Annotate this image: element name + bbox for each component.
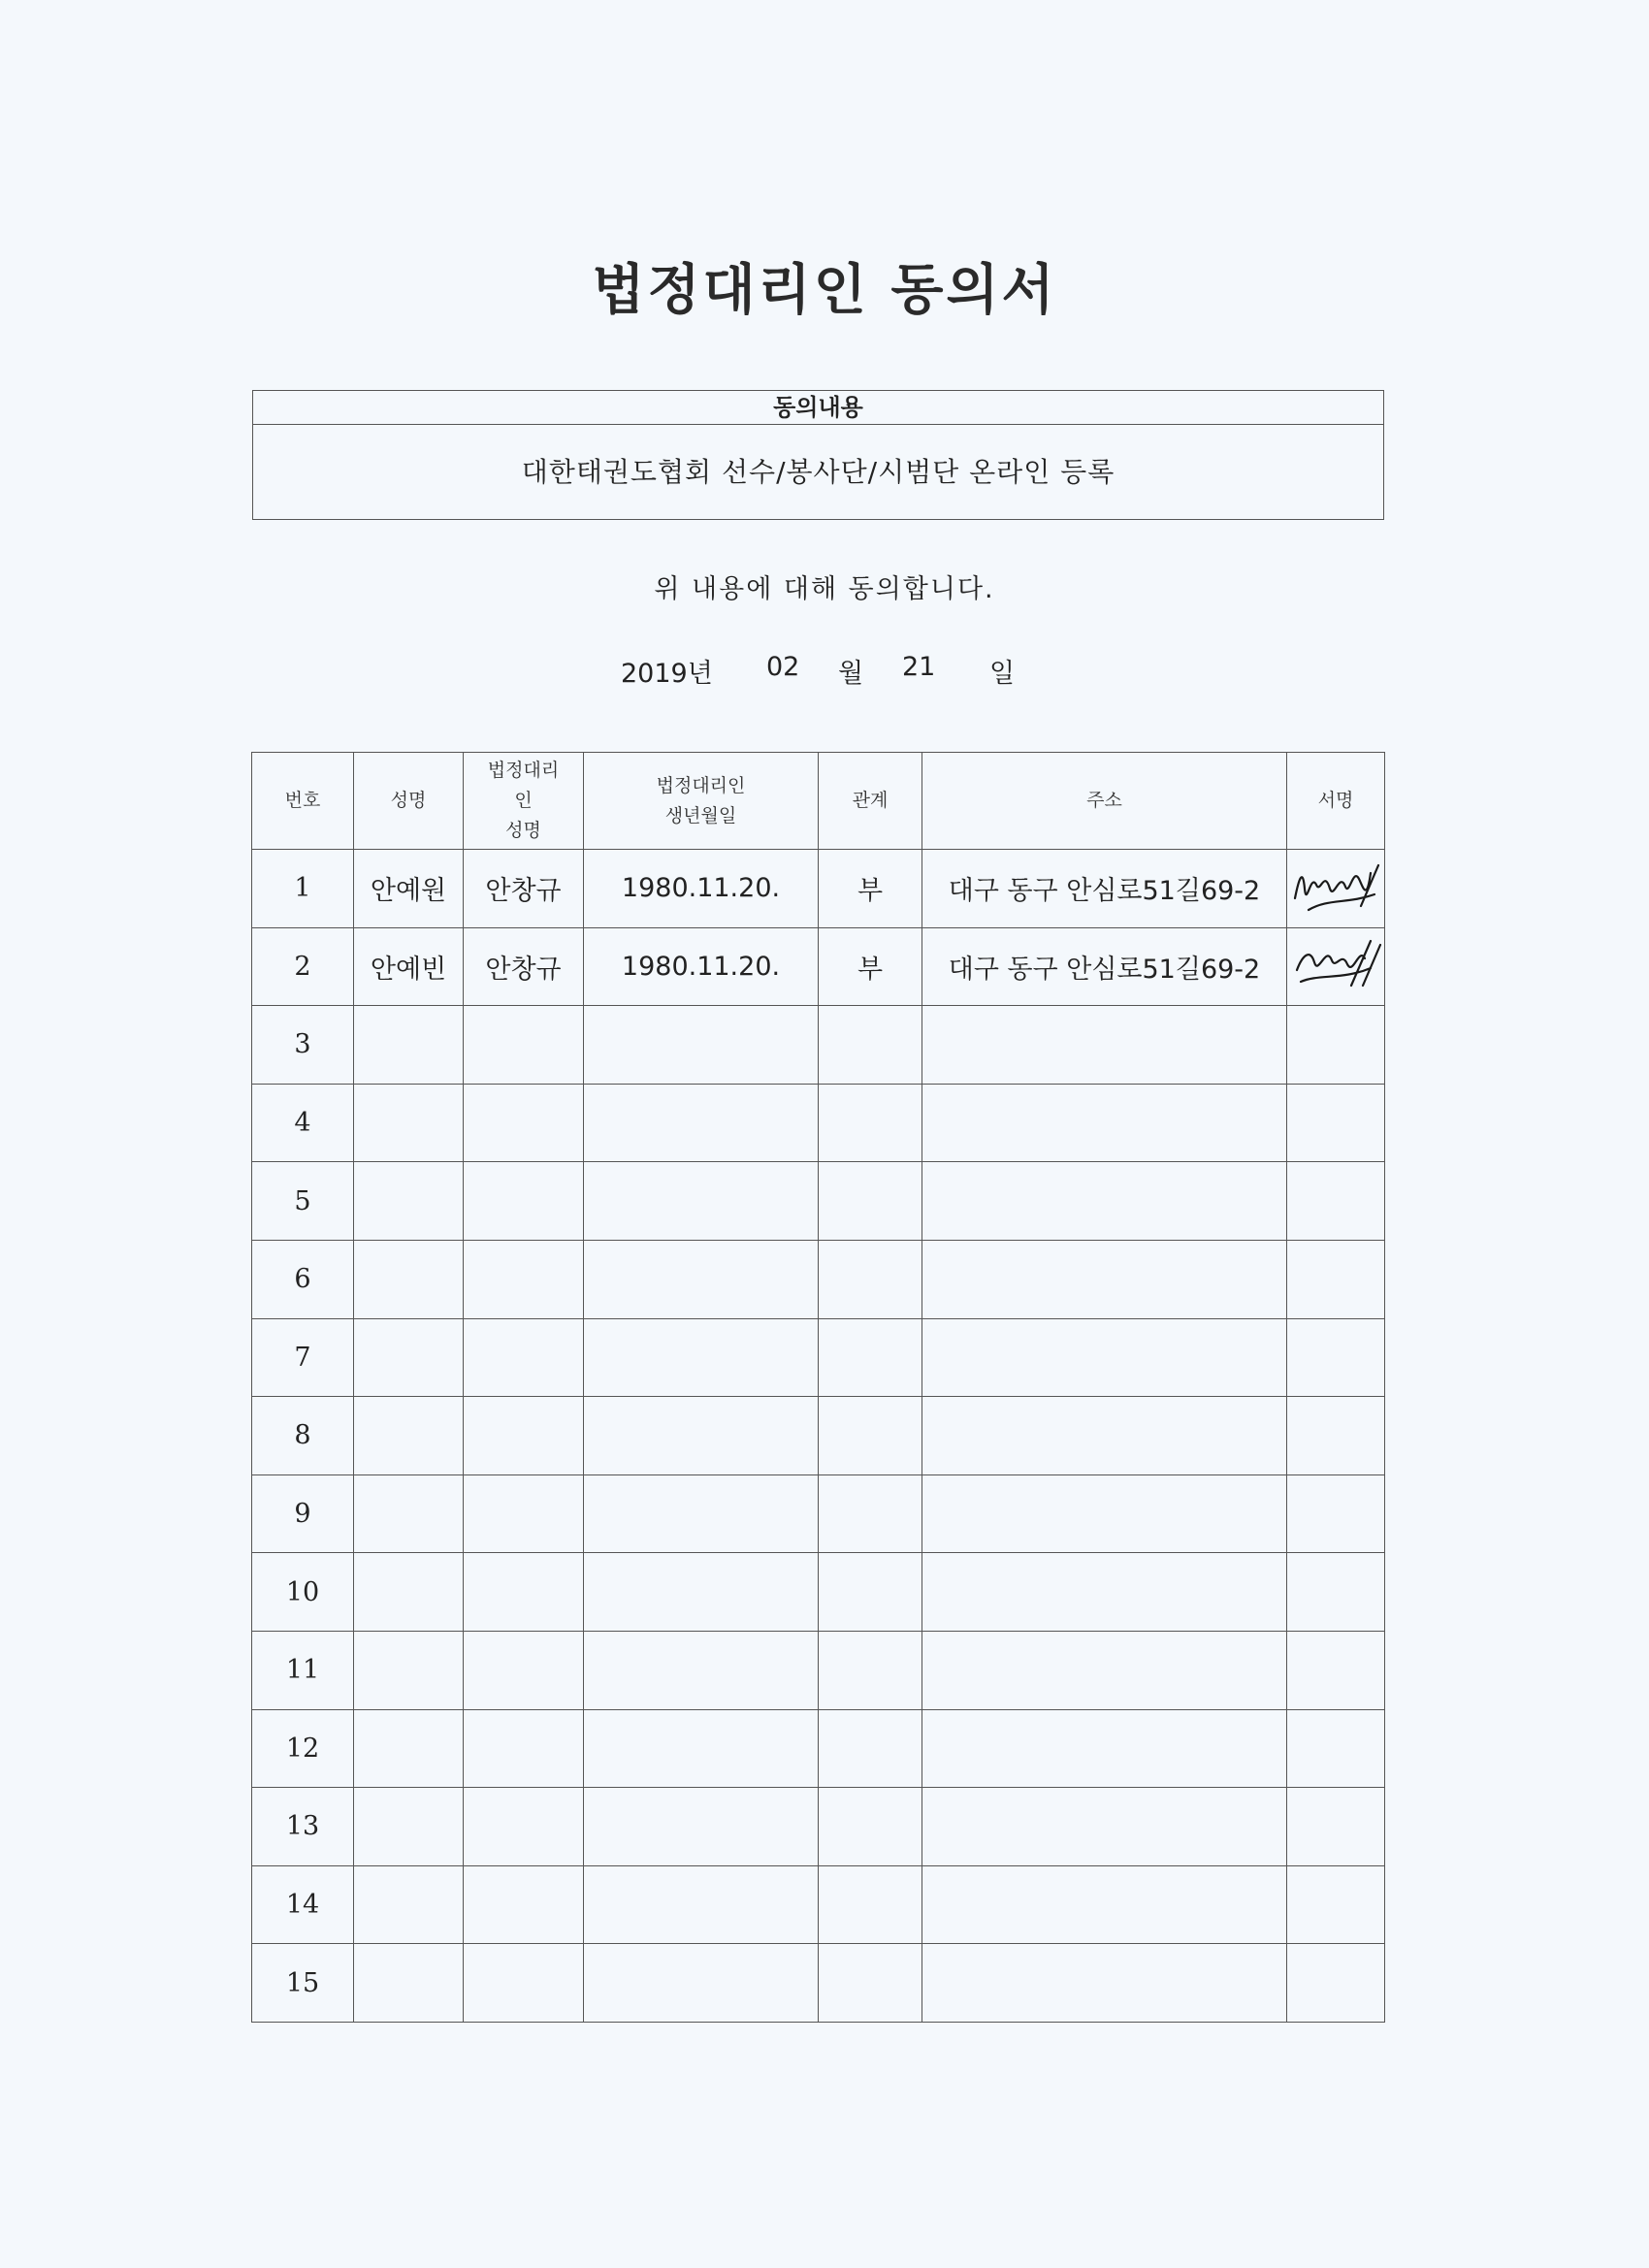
- row-guardian-name: [464, 1944, 584, 2023]
- table-row: [252, 850, 1385, 928]
- table-row: [252, 1162, 1385, 1241]
- row-guardian-name: [464, 1162, 584, 1241]
- row-guardian-name: [464, 1631, 584, 1709]
- table-row: [252, 1631, 1385, 1709]
- row-relation: [819, 1084, 922, 1162]
- row-relation: 부: [819, 850, 922, 928]
- row-guardian-birth: [584, 1162, 819, 1241]
- row-name: [354, 1240, 464, 1318]
- row-guardian-birth: [584, 1006, 819, 1085]
- row-address: 대구 동구 안심로51길69-2: [922, 850, 1287, 928]
- row-number: 10: [252, 1553, 354, 1632]
- row-signature: [1287, 1865, 1385, 1944]
- row-address: [922, 1084, 1287, 1162]
- table-row: [252, 1709, 1385, 1788]
- row-relation: [819, 1788, 922, 1866]
- row-address: 대구 동구 안심로51길69-2: [922, 927, 1287, 1006]
- row-guardian-name: 안창규: [464, 927, 584, 1006]
- row-guardian-name: [464, 1397, 584, 1475]
- row-guardian-birth: [584, 1865, 819, 1944]
- handwritten-signature: [1289, 937, 1382, 995]
- table-row: [252, 927, 1385, 1006]
- row-guardian-birth: [584, 1240, 819, 1318]
- date-day-unit: 일: [989, 659, 1016, 689]
- row-number: 9: [252, 1474, 354, 1553]
- row-signature: [1287, 927, 1385, 1006]
- date-year: 2019년: [621, 659, 713, 689]
- row-name: [354, 1944, 464, 2023]
- row-number: 13: [252, 1788, 354, 1866]
- row-number: 5: [252, 1162, 354, 1241]
- row-number: 15: [252, 1944, 354, 2023]
- row-signature: [1287, 1788, 1385, 1866]
- row-guardian-birth: [584, 1397, 819, 1475]
- row-guardian-name: [464, 1865, 584, 1944]
- row-address: [922, 1553, 1287, 1632]
- guardian-roster-table: [251, 752, 1385, 2023]
- row-relation: [819, 1631, 922, 1709]
- row-address: [922, 1865, 1287, 1944]
- row-name: [354, 1788, 464, 1866]
- row-number: 3: [252, 1006, 354, 1085]
- row-name: [354, 1865, 464, 1944]
- row-number: 1: [252, 850, 354, 928]
- row-address: [922, 1631, 1287, 1709]
- document-title: 법정대리인 동의서: [592, 259, 1057, 322]
- table-row: [252, 1240, 1385, 1318]
- row-address: [922, 1318, 1287, 1397]
- row-guardian-birth: [584, 1631, 819, 1709]
- table-row: [252, 1084, 1385, 1162]
- row-signature: [1287, 1474, 1385, 1553]
- row-guardian-birth: [584, 1084, 819, 1162]
- header-guardian-birth-line2: 생년월일: [664, 804, 737, 826]
- header-guardian-name-line2: 인: [514, 790, 533, 811]
- row-relation: [819, 1553, 922, 1632]
- row-address: [922, 1240, 1287, 1318]
- row-guardian-name: [464, 1788, 584, 1866]
- table-row: [252, 1865, 1385, 1944]
- table-row: [252, 1788, 1385, 1866]
- date-day-value: 21: [902, 652, 936, 682]
- row-name: [354, 1709, 464, 1788]
- header-signature: 서명: [1287, 753, 1385, 850]
- row-number: 6: [252, 1240, 354, 1318]
- row-guardian-name: [464, 1553, 584, 1632]
- row-relation: [819, 1240, 922, 1318]
- table-row: [252, 1318, 1385, 1397]
- row-guardian-name: 안창규: [464, 850, 584, 928]
- header-relation: 관계: [819, 753, 922, 850]
- consent-date: [621, 652, 1016, 691]
- header-address: 주소: [922, 753, 1287, 850]
- row-number: 4: [252, 1084, 354, 1162]
- row-name: 안예빈: [354, 927, 464, 1006]
- row-guardian-birth: 1980.11.20.: [584, 850, 819, 928]
- consent-content: 대한태권도협회 선수/봉사단/시범단 온라인 등록: [521, 456, 1116, 488]
- row-signature: [1287, 1162, 1385, 1241]
- row-number: 8: [252, 1397, 354, 1475]
- agreement-text: 위 내용에 대해 동의합니다.: [654, 574, 995, 604]
- header-number: 번호: [252, 753, 354, 850]
- row-number: 2: [252, 927, 354, 1006]
- row-signature: [1287, 1084, 1385, 1162]
- row-name: [354, 1006, 464, 1085]
- table-row: [252, 1397, 1385, 1475]
- row-relation: [819, 1162, 922, 1241]
- date-month-unit: 월: [838, 659, 864, 689]
- row-relation: [819, 1006, 922, 1085]
- table-header-row: [252, 753, 1385, 850]
- row-guardian-name: [464, 1474, 584, 1553]
- consent-header: 동의내용: [253, 391, 1383, 425]
- table-row: [252, 1474, 1385, 1553]
- row-relation: [819, 1944, 922, 2023]
- row-name: [354, 1631, 464, 1709]
- row-address: [922, 1944, 1287, 2023]
- row-address: [922, 1397, 1287, 1475]
- row-address: [922, 1709, 1287, 1788]
- header-guardian-name-line1: 법정대리: [487, 760, 560, 781]
- row-guardian-name: [464, 1709, 584, 1788]
- handwritten-signature: [1289, 859, 1382, 918]
- row-signature: [1287, 1631, 1385, 1709]
- row-guardian-name: [464, 1240, 584, 1318]
- row-signature: [1287, 1006, 1385, 1085]
- date-month-value: 02: [766, 652, 800, 682]
- row-guardian-birth: [584, 1553, 819, 1632]
- row-signature: [1287, 850, 1385, 928]
- row-guardian-birth: 1980.11.20.: [584, 927, 819, 1006]
- row-guardian-birth: [584, 1709, 819, 1788]
- row-relation: [819, 1709, 922, 1788]
- row-signature: [1287, 1553, 1385, 1632]
- row-address: [922, 1006, 1287, 1085]
- row-signature: [1287, 1318, 1385, 1397]
- header-guardian-name-line3: 성명: [505, 820, 541, 841]
- header-guardian-birth-line1: 법정대리인: [656, 774, 746, 796]
- row-name: [354, 1397, 464, 1475]
- row-address: [922, 1788, 1287, 1866]
- row-name: [354, 1553, 464, 1632]
- row-guardian-birth: [584, 1944, 819, 2023]
- row-name: [354, 1474, 464, 1553]
- row-number: 14: [252, 1865, 354, 1944]
- row-name: [354, 1318, 464, 1397]
- row-signature: [1287, 1397, 1385, 1475]
- row-number: 12: [252, 1709, 354, 1788]
- row-signature: [1287, 1944, 1385, 2023]
- table-row: [252, 1553, 1385, 1632]
- table-row: [252, 1006, 1385, 1085]
- row-address: [922, 1474, 1287, 1553]
- header-guardian-name: [464, 753, 584, 850]
- row-guardian-birth: [584, 1474, 819, 1553]
- row-guardian-name: [464, 1084, 584, 1162]
- header-guardian-birth: [584, 753, 819, 850]
- row-name: [354, 1084, 464, 1162]
- row-relation: [819, 1397, 922, 1475]
- row-name: 안예원: [354, 850, 464, 928]
- row-signature: [1287, 1709, 1385, 1788]
- row-guardian-name: [464, 1318, 584, 1397]
- row-name: [354, 1162, 464, 1241]
- row-number: 11: [252, 1631, 354, 1709]
- row-relation: 부: [819, 927, 922, 1006]
- row-relation: [819, 1865, 922, 1944]
- header-name: 성명: [354, 753, 464, 850]
- row-guardian-name: [464, 1006, 584, 1085]
- row-number: 7: [252, 1318, 354, 1397]
- consent-box: [252, 390, 1384, 520]
- row-address: [922, 1162, 1287, 1241]
- row-relation: [819, 1474, 922, 1553]
- row-signature: [1287, 1240, 1385, 1318]
- row-guardian-birth: [584, 1788, 819, 1866]
- row-guardian-birth: [584, 1318, 819, 1397]
- row-relation: [819, 1318, 922, 1397]
- table-row: [252, 1944, 1385, 2023]
